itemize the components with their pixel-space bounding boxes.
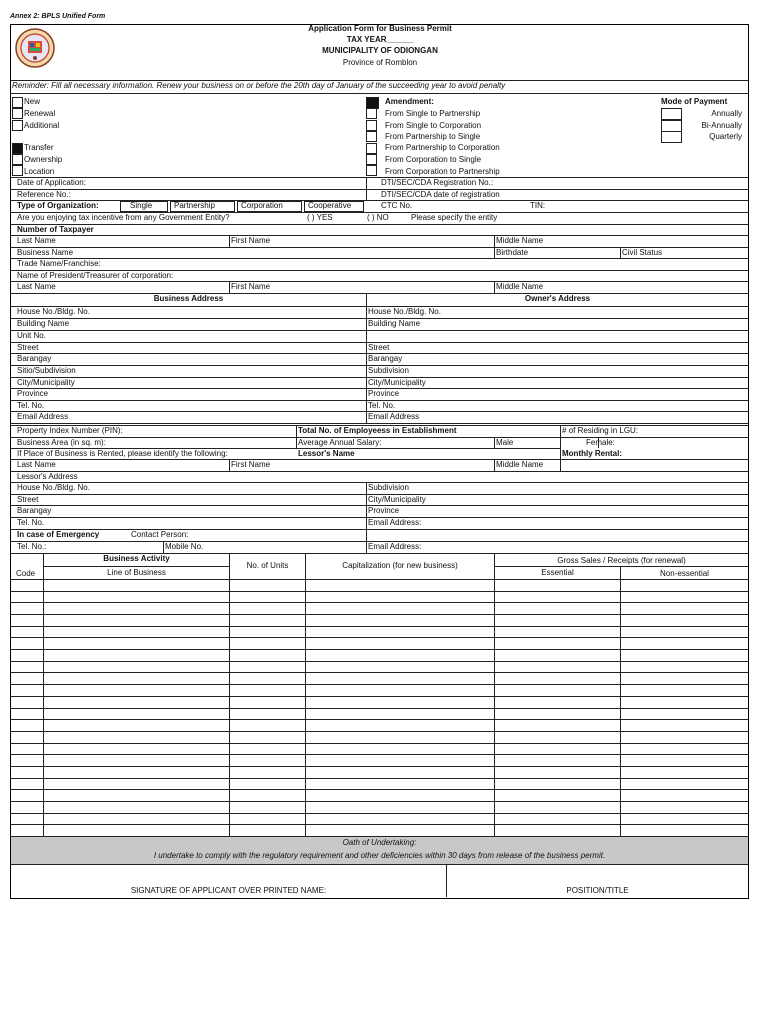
- emergency-label: In case of Emergency: [17, 530, 100, 539]
- application-type-label: Location: [24, 167, 55, 176]
- application-type-label: Ownership: [24, 155, 63, 164]
- amendment-option: From Single to Partnership: [385, 109, 481, 118]
- table-column-line: [229, 553, 230, 836]
- business-address-field: Province: [17, 389, 49, 398]
- rule: [44, 566, 229, 567]
- owner-address-field: Province: [368, 389, 400, 398]
- male-label: Male: [496, 438, 514, 447]
- amendment-option-checkbox[interactable]: [366, 165, 377, 176]
- table-row-line: [11, 813, 748, 814]
- lessor-email-label: Email Address:: [368, 518, 422, 527]
- oath-title: Oath of Undertaking:: [342, 838, 417, 847]
- non-essential-header: Non-essential: [660, 569, 709, 578]
- lessor-city-label: City/Municipality: [368, 495, 426, 504]
- rule: [11, 836, 748, 837]
- female-label: Female:: [586, 438, 615, 447]
- incentive-yes[interactable]: ( ) YES: [307, 213, 333, 222]
- amendment-option: From Partnership to Single: [385, 132, 481, 141]
- payment-option: Annually: [711, 109, 742, 118]
- reference-no-label: Reference No.:: [17, 190, 71, 199]
- owner-address-field: House No./Bldg. No.: [368, 307, 441, 316]
- table-row-line: [11, 626, 748, 627]
- table-column-line: [494, 553, 495, 836]
- table-row-line: [11, 591, 748, 592]
- divider: [494, 437, 495, 448]
- org-partnership-label: Partnership: [174, 201, 215, 210]
- rule: [11, 864, 748, 865]
- divider: [620, 247, 621, 258]
- org-single-label: Single: [130, 201, 153, 210]
- divider: [229, 281, 230, 293]
- business-area-label: Business Area (in sq. m):: [17, 438, 106, 447]
- municipality: MUNICIPALITY OF ODIONGAN: [322, 46, 438, 55]
- dti-date-label: DTI/SEC/CDA date of registration: [381, 190, 500, 199]
- owner-address-field: Email Address: [368, 412, 420, 421]
- owner-address-field: City/Municipality: [368, 378, 426, 387]
- essential-header: Essential: [541, 568, 574, 577]
- rule: [11, 281, 748, 282]
- rule: [11, 93, 748, 94]
- ownership-checkbox[interactable]: [12, 154, 23, 165]
- quarterly-checkbox[interactable]: [661, 131, 682, 143]
- business-address-field: Building Name: [17, 319, 70, 328]
- salary-label: Average Annual Salary:: [298, 438, 382, 447]
- ctc-label: CTC No.: [381, 201, 413, 210]
- business-address-field: Barangay: [17, 354, 52, 363]
- payment-option: Quarterly: [709, 132, 742, 141]
- org-corporation-label: Corporation: [241, 201, 283, 210]
- owner-address-field: Building Name: [368, 319, 421, 328]
- location-checkbox[interactable]: [12, 165, 23, 176]
- lessor-name-label: Lessor's Name: [298, 449, 355, 458]
- incentive-question: Are you enjoying tax incentive from any Government Entity?: [17, 213, 230, 222]
- business-address-title: Business Address: [153, 294, 224, 303]
- municipal-seal-icon: [15, 28, 55, 68]
- owner-address-field: Barangay: [368, 354, 403, 363]
- rule: [11, 579, 748, 580]
- business-name-label: Business Name: [17, 248, 74, 257]
- org-cooperative-label: Cooperative: [308, 201, 352, 210]
- lessor-address-label: Lessor's Address: [17, 472, 78, 481]
- owner-address-title: Owner's Address: [524, 294, 591, 303]
- table-column-line: [305, 553, 306, 836]
- payment-title: Mode of Payment: [661, 97, 728, 106]
- lessor-tel-label: Tel. No.: [17, 518, 45, 527]
- pin-label: Property Index Number (PIN):: [17, 426, 123, 435]
- table-row-line: [11, 731, 748, 732]
- activity-title: Business Activity: [103, 554, 170, 563]
- type-of-organization-label: Type of Organization:: [17, 201, 99, 210]
- divider: [494, 459, 495, 471]
- business-address-field: City/Municipality: [17, 378, 75, 387]
- rule: [11, 235, 748, 236]
- birthdate-label: Birthdate: [496, 248, 529, 257]
- transfer-checkbox[interactable]: [12, 143, 23, 154]
- first-name-label: First Name: [231, 282, 271, 291]
- middle-name-label: Middle Name: [496, 460, 544, 469]
- amendment-option: From Corporation to Single: [385, 155, 482, 164]
- line-of-business-header: Line of Business: [107, 568, 166, 577]
- application-type-label: Additional: [24, 121, 60, 130]
- table-row-line: [11, 778, 748, 779]
- gross-sales-header: Gross Sales / Receipts (for renewal): [557, 556, 686, 565]
- rule: [11, 459, 748, 460]
- table-row-line: [11, 649, 748, 650]
- business-address-field: Tel. No.: [17, 401, 45, 410]
- rule: [11, 471, 748, 472]
- amendment-option-checkbox[interactable]: [366, 143, 377, 154]
- middle-name-label: Middle Name: [496, 236, 544, 245]
- lessor-street-label: Street: [17, 495, 39, 504]
- rule: [11, 177, 748, 178]
- owner-address-field: Subdivision: [368, 366, 409, 375]
- divider: [560, 425, 561, 459]
- tin-label: TIN:: [530, 201, 546, 210]
- business-address-field: Email Address: [17, 412, 69, 421]
- rule: [11, 258, 748, 259]
- amendment-option-checkbox[interactable]: [366, 154, 377, 165]
- divider: [229, 459, 230, 471]
- total-employees-label: Total No. of Employeess in Establishment: [298, 426, 457, 435]
- payment-option: Bi-Annually: [701, 121, 742, 130]
- last-name-label: Last Name: [17, 236, 56, 245]
- last-name-label: Last Name: [17, 282, 56, 291]
- form-frame: [10, 24, 749, 899]
- province: Province of Romblon: [342, 58, 418, 67]
- application-type-label: Renewal: [24, 109, 56, 118]
- capitalization-header: Capitalization (for new business): [342, 561, 458, 570]
- tax-year: TAX YEAR______: [346, 35, 414, 44]
- owner-address-field: Tel. No.: [368, 401, 396, 410]
- business-address-field: House No./Bldg. No.: [17, 307, 90, 316]
- mobile-label: Mobile No.: [165, 542, 204, 551]
- amendment-option: From Corporation to Partnership: [385, 167, 500, 176]
- application-type-label: New: [24, 97, 41, 106]
- additional-checkbox[interactable]: [12, 120, 23, 131]
- incentive-no[interactable]: ( ) NO: [367, 213, 389, 222]
- table-row-line: [11, 696, 748, 697]
- table-column-line: [43, 553, 44, 836]
- amendment-option-checkbox[interactable]: [366, 120, 377, 131]
- residing-label: # of Residing in LGU:: [562, 426, 639, 435]
- table-row-line: [11, 684, 748, 685]
- lessor-province-label: Province: [368, 506, 400, 515]
- rented-label: If Place of Business is Rented, please identify the following:: [17, 449, 228, 458]
- owner-address-field: Street: [368, 343, 390, 352]
- amendment-option-checkbox[interactable]: [366, 108, 377, 119]
- table-row-line: [11, 708, 748, 709]
- table-row-line: [11, 766, 748, 767]
- divider: [560, 459, 561, 471]
- table-row-line: [11, 719, 748, 720]
- units-header: No. of Units: [246, 561, 289, 570]
- dti-registration-label: DTI/SEC/CDA Registration No.:: [381, 178, 494, 187]
- table-row-line: [11, 824, 748, 825]
- rule: [11, 189, 748, 190]
- amendment-option: From Partnership to Corporation: [385, 143, 500, 152]
- table-column-line: [620, 579, 621, 836]
- divider: [163, 541, 164, 553]
- emergency-email-label: Email Address:: [368, 542, 422, 551]
- table-row-line: [11, 672, 748, 673]
- new-checkbox[interactable]: [12, 97, 23, 108]
- first-name-label: First Name: [231, 460, 271, 469]
- table-row-line: [11, 754, 748, 755]
- last-name-label: Last Name: [17, 460, 56, 469]
- table-row-line: [11, 602, 748, 603]
- lessor-barangay-label: Barangay: [17, 506, 52, 515]
- rule: [11, 423, 748, 424]
- incentive-specify: Please specify the entity: [411, 213, 498, 222]
- rule: [495, 566, 748, 567]
- code-header: Code: [16, 569, 36, 578]
- application-type-label: Transfer: [24, 143, 54, 152]
- table-row-line: [11, 661, 748, 662]
- lessor-house-label: House No./Bldg. No.: [17, 483, 90, 492]
- contact-person-label: Contact Person:: [131, 530, 189, 539]
- divider: [366, 177, 367, 200]
- table-row-line: [11, 637, 748, 638]
- position-title-label: POSITION/TITLE: [566, 886, 629, 895]
- rule: [11, 330, 748, 331]
- emergency-tel-label: Tel. No.:: [17, 542, 47, 551]
- oath-text: I undertake to comply with the regulatory requirement and other deficiencies within 30 days from release of the business permit.: [153, 851, 606, 860]
- divider: [229, 235, 230, 247]
- business-address-field: Street: [17, 343, 39, 352]
- amendment-option: From Single to Corporation: [385, 121, 482, 130]
- civil-status-label: Civil Status: [622, 248, 663, 257]
- business-address-field: Unit No.: [17, 331, 46, 340]
- amendment-option-checkbox[interactable]: [366, 131, 377, 142]
- lessor-subdivision-label: Subdivision: [368, 483, 409, 492]
- divider: [366, 293, 367, 423]
- president-label: Name of President/Treasurer of corporation:: [17, 271, 174, 280]
- table-row-line: [11, 801, 748, 802]
- form-title: Application Form for Business Permit: [308, 24, 452, 33]
- divider: [598, 437, 599, 448]
- table-row-line: [11, 789, 748, 790]
- business-address-field: Sitio/Subdivision: [17, 366, 76, 375]
- renewal-checkbox[interactable]: [12, 108, 23, 119]
- taxpayer-title: Number of Taxpayer: [17, 225, 94, 234]
- annex-label: Annex 2: BPLS Unified Form: [10, 13, 106, 20]
- amendment-title: Amendment:: [385, 97, 434, 106]
- applicant-signature-label: SIGNATURE OF APPLICANT OVER PRINTED NAME:: [130, 886, 327, 895]
- rule: [11, 224, 748, 225]
- reminder-text: Reminder: Fill all necessary information. Renew your business on or before the 20th day of January of the succeeding year to avoid penalty: [12, 81, 506, 90]
- middle-name-label: Middle Name: [496, 282, 544, 291]
- trade-name-label: Trade Name/Franchise:: [17, 259, 101, 268]
- divider: [494, 281, 495, 293]
- first-name-label: First Name: [231, 236, 271, 245]
- table-row-line: [11, 614, 748, 615]
- divider: [620, 566, 621, 579]
- rule: [11, 529, 748, 530]
- annually-checkbox[interactable]: [661, 108, 682, 120]
- monthly-rental-label: Monthly Rental:: [562, 449, 622, 458]
- date-of-application-label: Date of Application:: [17, 178, 86, 187]
- table-row-line: [11, 743, 748, 744]
